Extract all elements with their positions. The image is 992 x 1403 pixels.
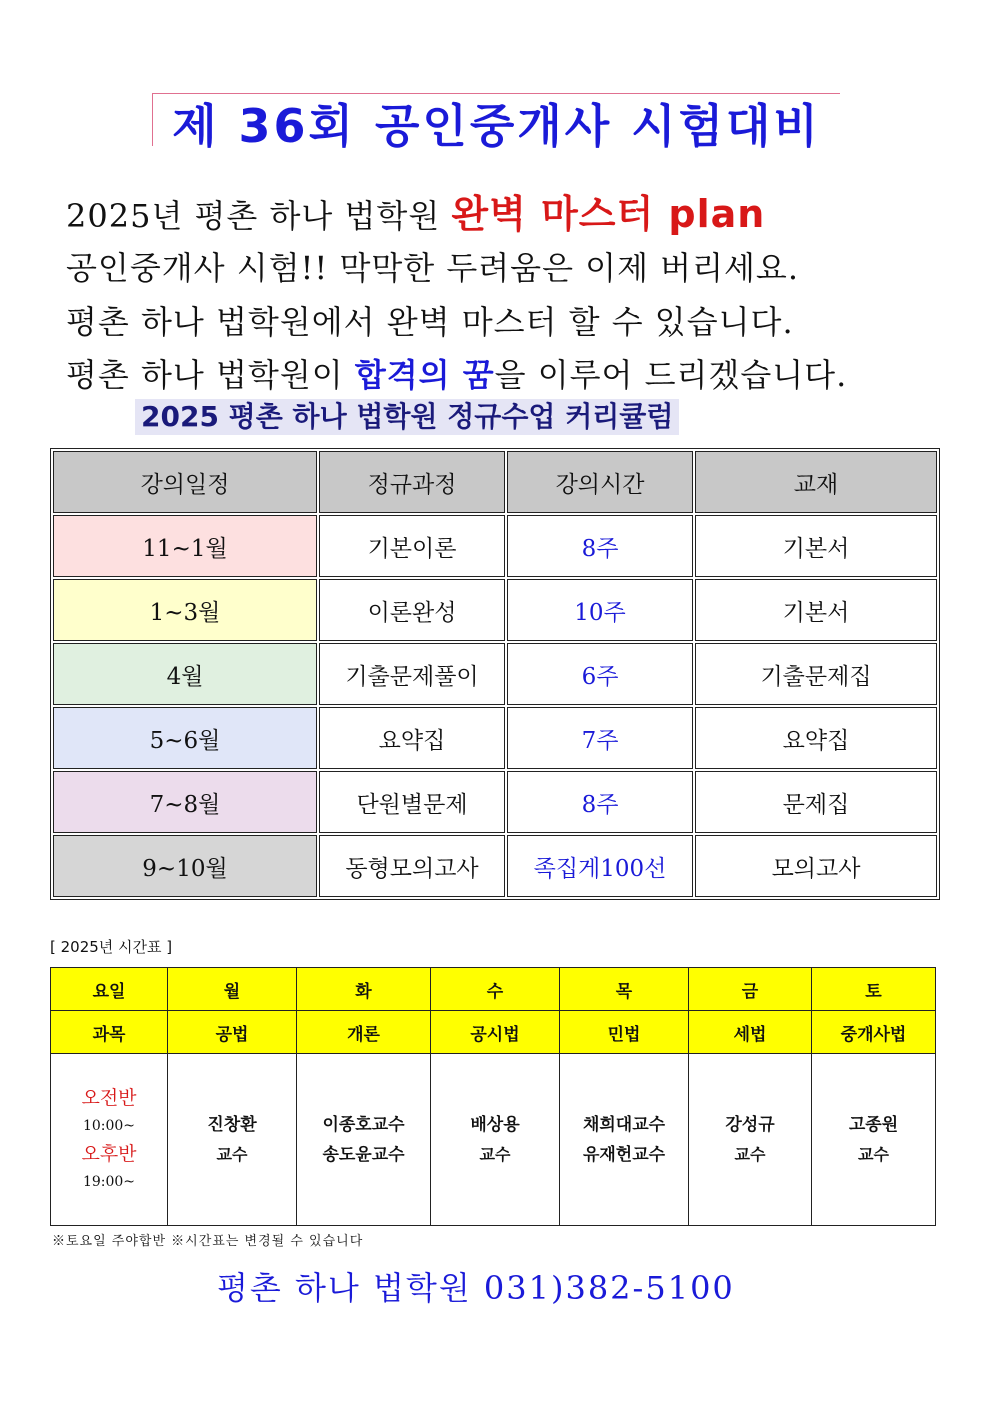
course-cell: 기본이론 xyxy=(319,515,505,577)
instructor-title: 교수 xyxy=(216,1144,248,1164)
instructor-name: 고종원 xyxy=(848,1114,899,1135)
intro-line-4-prefix: 평촌 하나 법학원이 xyxy=(66,356,355,394)
duration-cell: 8주 xyxy=(507,771,693,833)
book-cell: 모의고사 xyxy=(695,835,937,897)
schedule-cell: 4월 xyxy=(53,643,317,705)
morning-class-time: 10:00~ xyxy=(82,1117,136,1134)
instructor-name-2: 유재헌교수 xyxy=(582,1144,666,1165)
days-label: 요일 xyxy=(51,968,168,1011)
day-wed: 수 xyxy=(431,968,560,1011)
evening-class-label: 오후반 xyxy=(81,1142,137,1165)
book-cell: 기본서 xyxy=(695,515,937,577)
book-cell: 기출문제집 xyxy=(695,643,937,705)
instructor-mon xyxy=(168,1054,297,1226)
header-schedule: 강의일정 xyxy=(53,451,317,513)
instructor-name: 배상용 xyxy=(470,1114,520,1135)
instructor-name: 진창환 xyxy=(207,1114,257,1135)
curriculum-row xyxy=(53,707,937,769)
book-cell: 기본서 xyxy=(695,579,937,641)
page-title: 제 36회 공인중개사 시험대비 xyxy=(172,99,821,153)
header-duration: 강의시간 xyxy=(507,451,693,513)
timetable-label: [ 2025년 시간표 ] xyxy=(50,938,173,956)
evening-class-time: 19:00~ xyxy=(82,1173,136,1190)
day-mon: 월 xyxy=(168,968,297,1011)
subject-mon: 공법 xyxy=(168,1011,297,1054)
subject-thu: 민법 xyxy=(560,1011,689,1054)
instructor-wed xyxy=(431,1054,560,1226)
course-cell: 이론완성 xyxy=(319,579,505,641)
timetable xyxy=(50,967,936,1226)
intro-line-3: 평촌 하나 법학원에서 완벽 마스터 할 수 있습니다. xyxy=(66,303,794,341)
schedule-cell: 1~3월 xyxy=(53,579,317,641)
duration-cell: 7주 xyxy=(507,707,693,769)
instructor-thu xyxy=(560,1054,689,1226)
subject-label: 과목 xyxy=(51,1011,168,1054)
intro-line-4-suffix: 을 이루어 드리겠습니다. xyxy=(494,356,848,394)
intro-line-1 xyxy=(66,183,765,238)
day-sat: 토 xyxy=(812,968,936,1011)
curriculum-row xyxy=(53,515,937,577)
instructor-name: 채희대교수 xyxy=(582,1114,666,1135)
curriculum-row xyxy=(53,771,937,833)
timetable-days-row xyxy=(51,968,936,1011)
course-cell: 단원별문제 xyxy=(319,771,505,833)
intro-line-1-text: 2025년 평촌 하나 법학원 xyxy=(66,197,452,235)
intro-highlight-dream: 합격의 꿈 xyxy=(354,356,495,394)
class-times-cell xyxy=(51,1054,168,1226)
day-tue: 화 xyxy=(297,968,431,1011)
book-cell: 문제집 xyxy=(695,771,937,833)
course-cell: 기출문제풀이 xyxy=(319,643,505,705)
instructor-title: 교수 xyxy=(858,1144,889,1164)
timetable-subjects-row xyxy=(51,1011,936,1054)
course-cell: 요약집 xyxy=(319,707,505,769)
timetable-note: ※토요일 주야합반 ※시간표는 변경될 수 있습니다 xyxy=(52,1234,364,1249)
morning-class-label: 오전반 xyxy=(81,1086,137,1109)
schedule-cell: 7~8월 xyxy=(53,771,317,833)
instructor-name: 강성규 xyxy=(725,1114,775,1135)
schedule-cell: 5~6월 xyxy=(53,707,317,769)
contact-info: 평촌 하나 법학원 031)382-5100 xyxy=(217,1269,735,1307)
curriculum-title: 2025 평촌 하나 법학원 정규수업 커리큘럼 xyxy=(135,399,679,435)
instructor-name: 이종호교수 xyxy=(322,1114,405,1135)
duration-cell: 8주 xyxy=(507,515,693,577)
intro-line-4 xyxy=(66,350,847,396)
book-cell: 요약집 xyxy=(695,707,937,769)
subject-fri: 세법 xyxy=(689,1011,812,1054)
duration-cell: 10주 xyxy=(507,579,693,641)
duration-cell: 6주 xyxy=(507,643,693,705)
schedule-cell: 9~10월 xyxy=(53,835,317,897)
header-book: 교재 xyxy=(695,451,937,513)
instructor-name-2: 송도윤교수 xyxy=(322,1144,405,1165)
duration-cell: 족집게100선 xyxy=(507,835,693,897)
header-course: 정규과정 xyxy=(319,451,505,513)
instructor-title: 교수 xyxy=(734,1144,766,1164)
curriculum-table xyxy=(50,448,940,900)
subject-sat: 중개사법 xyxy=(812,1011,936,1054)
intro-line-2: 공인중개사 시험!! 막막한 두려움은 이제 버리세요. xyxy=(66,249,799,287)
day-fri: 금 xyxy=(689,968,812,1011)
timetable-instructors-row xyxy=(51,1054,936,1226)
instructor-sat xyxy=(812,1054,936,1226)
curriculum-header-row xyxy=(53,451,937,513)
instructor-tue xyxy=(297,1054,431,1226)
curriculum-row xyxy=(53,579,937,641)
schedule-cell: 11~1월 xyxy=(53,515,317,577)
subject-wed: 공시법 xyxy=(431,1011,560,1054)
instructor-fri xyxy=(689,1054,812,1226)
subject-tue: 개론 xyxy=(297,1011,431,1054)
course-cell: 동형모의고사 xyxy=(319,835,505,897)
title-frame xyxy=(152,93,840,153)
day-thu: 목 xyxy=(560,968,689,1011)
curriculum-row xyxy=(53,835,937,897)
instructor-title: 교수 xyxy=(479,1144,511,1164)
curriculum-row xyxy=(53,643,937,705)
intro-highlight-plan: 완벽 마스터 plan xyxy=(451,192,766,236)
